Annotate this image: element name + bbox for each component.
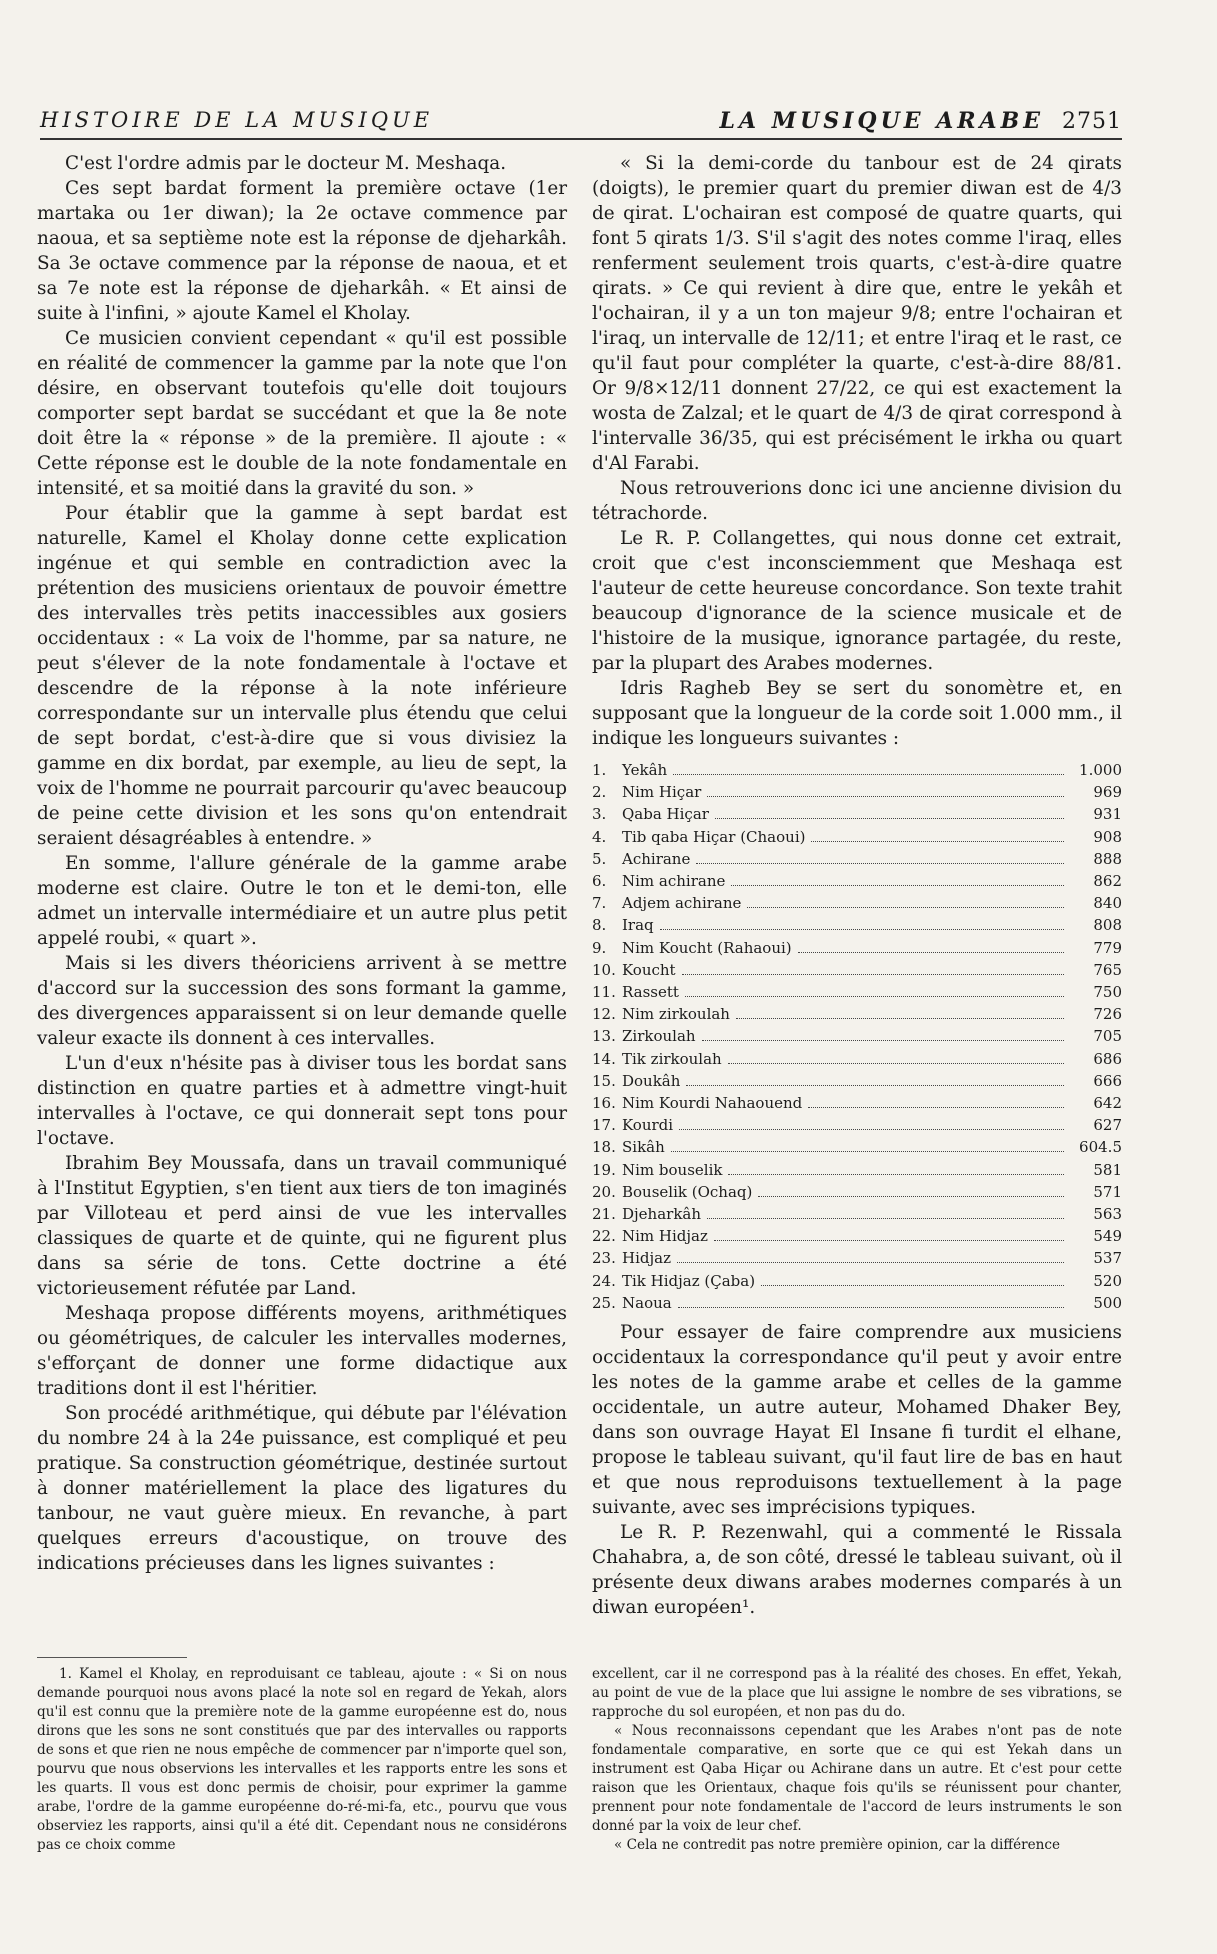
note-name: Nim Kourdi Nahaouend	[622, 1094, 803, 1113]
length-value: 705	[1093, 1027, 1122, 1046]
leader-dots	[660, 929, 1064, 930]
table-row	[592, 848, 1122, 870]
header-book-title: HISTOIRE DE LA MUSIQUE	[40, 108, 434, 132]
paragraph: Le R. P. Rezenwahl, qui a commenté le Rissala Chahabra, a, de son côté, dressé le tableau suivant, où il présente deux diwans arabes modernes comparés à un diwan européen¹.	[592, 1522, 1122, 1619]
note-name: Iraq	[622, 916, 654, 935]
table-row	[592, 1114, 1122, 1136]
paragraph: Meshaqa propose différents moyens, arithmétiques ou géométriques, de calculer les intervalles modernes, s'efforçant de donner une forme didactique aux traditions dont il est l'héritier.	[37, 1303, 567, 1399]
table-row	[592, 759, 1122, 781]
length-value: 888	[1093, 849, 1122, 868]
table-row	[592, 1048, 1122, 1070]
leader-dots	[673, 774, 1064, 775]
note-name: Adjem achirane	[622, 894, 742, 913]
footnote-left	[37, 1665, 567, 1855]
running-header	[40, 108, 1122, 138]
length-value: 642	[1093, 1094, 1122, 1113]
page-number: 2751	[1062, 109, 1122, 134]
footnote-text: 1. Kamel el Kholay, en reproduisant ce tableau, ajoute : « Si on nous demande pourquoi nous avons placé la note sol en regard de Yekah, alors qu'il est connu que la première note de la gamme européenne est do, nous dirons que les sons ne sont constitués que par des intervalles ou rapports de sons et que rien ne nous empêche de commencer par n'importe quel son, pourvu que nous observions les intervalles et les rapports entre les sons et les quarts. Il vous est donc permis de choisir, pour exprimer la gamme arabe, l'ordre de la gamme européenne do-ré-mi-fa, etc., pourvu que vous observiez les rapports, ainsi qu'il a été dit. Cependant nous ne considérons pas ce choix comme	[37, 1666, 567, 1853]
length-value: 969	[1093, 783, 1122, 802]
footnote-rule	[37, 1657, 187, 1658]
leader-dots	[808, 1107, 1064, 1108]
note-name: Rassett	[622, 983, 679, 1002]
row-number: 10.	[592, 960, 616, 979]
paragraph: Ces sept bardat forment la première octave (1er martaka ou 1er diwan); la 2e octave commence par naoua, et sa septième note est la réponse de djeharkâh. Sa 3e octave commence par la réponse de naoua, et et sa 7e note est la réponse de djeharkâh. « Et ainsi de suite à l'infini, » ajoute Kamel el Kholay.	[37, 178, 567, 324]
leader-dots	[696, 863, 1064, 864]
note-name: Nim zirkoulah	[622, 1005, 730, 1024]
leader-dots	[686, 1085, 1064, 1086]
table-row	[592, 1225, 1122, 1247]
table-row	[592, 826, 1122, 848]
length-value: 750	[1093, 983, 1122, 1002]
leader-dots	[702, 1040, 1064, 1041]
note-name: Sikâh	[622, 1138, 665, 1157]
table-row	[592, 1070, 1122, 1092]
leader-dots	[677, 1262, 1064, 1263]
table-row	[592, 1159, 1122, 1181]
length-value: 908	[1093, 827, 1122, 846]
table-row	[592, 959, 1122, 981]
table-row	[592, 1270, 1122, 1292]
note-name: Yekâh	[622, 761, 668, 779]
leader-dots	[707, 796, 1064, 797]
leader-dots	[798, 952, 1064, 953]
note-name: Bouselik (Ochaq)	[622, 1182, 753, 1201]
paragraph: Le R. P. Collangettes, qui nous donne cet extrait, croit que c'est inconsciemment que Meshaqa est l'auteur de cette heureuse concordance. Son texte trahit beaucoup d'ignorance de la science musicale et de l'histoire de la musique, ignorance partagée, du reste, par la plupart des Arabes modernes.	[592, 528, 1122, 674]
note-name: Zirkoulah	[622, 1027, 696, 1046]
paragraph: Pour établir que la gamme à sept bardat est naturelle, Kamel el Kholay donne cette explication ingénue et qui semble en contradiction avec la prétention des musiciens orientaux de pouvoir émettre des intervalles très petits inaccessibles aux gosiers occidentaux : « La voix de l'homme, par sa nature, ne peut s'élever de la note fondamentale à l'octave et descendre de la réponse à la note inférieure correspondante sur un intervalle plus étendu que celui de sept bordat, c'est-à-dire que si vous divisiez la gamme en dix bordat, par exemple, au lieu de sept, la voix de l'homme ne pourrait parcourir qu'avec beaucoup de peine cette division et les sons qu'on entendrait seraient désagréables à entendre. »	[37, 503, 568, 849]
row-number: 6.	[592, 872, 607, 891]
note-name: Nim Hidjaz	[622, 1227, 708, 1246]
length-value: 627	[1093, 1116, 1122, 1135]
header-chapter-label: LA MUSIQUE ARABE	[719, 108, 1044, 134]
row-number: 18.	[592, 1138, 616, 1157]
length-value: 537	[1093, 1249, 1122, 1268]
leader-dots	[728, 1063, 1064, 1064]
leader-dots	[671, 1151, 1064, 1152]
length-value: 808	[1093, 916, 1122, 935]
leader-dots	[678, 1307, 1064, 1308]
row-number: 1.	[592, 761, 607, 779]
paragraph: « Si la demi-corde du tanbour est de 24 qirats (doigts), le premier quart du premier diwan est de 4/3 de qirat. L'ochairan est composé de quatre quarts, qui font 5 qirats 1/3. S'il s'agit des notes comme l'iraq, elles renferment seulement trois quarts, c'est-à-dire quatre qirats. » Ce qui revient à dire que, entre le yekâh et l'ochairan, il y a un ton majeur 9/8; entre l'ochairan et l'iraq, un intervalle de 12/11; et entre l'iraq et le rast, ce qu'il faut pour compléter la quarte, c'est-à-dire 88/81. Or 9/8×12/11 donnent 27/22, ce qui est exactement la wosta de Zalzal; et le quart de 4/3 de qirat correspond à l'intervalle 36/35, qui est précisément le irkha ou quart d'Al Farabi.	[592, 153, 1122, 474]
row-number: 11.	[592, 983, 616, 1002]
footnote-text: « Cela ne contredit pas notre première opinion, car la différence	[614, 1837, 1061, 1853]
note-name: Nim Koucht (Rahaoui)	[622, 938, 792, 957]
length-value: 500	[1093, 1293, 1122, 1312]
note-name: Qaba Hiçar	[622, 805, 709, 824]
length-value: 765	[1093, 960, 1122, 979]
string-length-table	[592, 759, 1122, 1314]
row-number: 9.	[592, 938, 607, 957]
table-row	[592, 1136, 1122, 1158]
length-value: 549	[1093, 1227, 1122, 1246]
leader-dots	[682, 974, 1064, 975]
row-number: 17.	[592, 1116, 616, 1135]
note-name: Hidjaz	[622, 1249, 671, 1268]
note-name: Doukâh	[622, 1071, 681, 1090]
row-number: 14.	[592, 1049, 616, 1068]
row-number: 2.	[592, 783, 607, 802]
table-row	[592, 1247, 1122, 1269]
leader-dots	[747, 907, 1064, 908]
table-row	[592, 937, 1122, 959]
leader-dots	[761, 1285, 1064, 1286]
length-value: 840	[1093, 894, 1122, 913]
footnote-right	[592, 1665, 1122, 1855]
footnote-text: « Nous reconnaissons cependant que les Arabes n'ont pas de note fondamentale comparative, en sorte que ce qui est Yekah dans un instrument est Qaba Hiçar ou Achirane dans un autre. Et c'est pour cette raison que les Orientaux, chaque fois qu'ils se réunissent pour chanter, prennent pour note fondamentale de l'accord de leurs instruments le son donné par la voix de leur chef.	[592, 1723, 1122, 1834]
length-value: 779	[1093, 938, 1122, 957]
note-name: Tik Hidjaz (Çaba)	[622, 1271, 756, 1290]
leader-dots	[811, 841, 1064, 842]
note-name: Naoua	[622, 1293, 672, 1312]
note-name: Nim Hiçar	[622, 783, 702, 802]
row-number: 3.	[592, 805, 607, 824]
row-number: 5.	[592, 849, 607, 868]
length-value: 862	[1093, 872, 1122, 891]
table-row	[592, 981, 1122, 1003]
row-number: 25.	[592, 1293, 616, 1312]
row-number: 8.	[592, 916, 607, 935]
length-value: 581	[1093, 1160, 1122, 1179]
right-column	[592, 151, 1122, 1620]
leader-dots	[714, 1240, 1064, 1241]
paragraph: Ce musicien convient cependant « qu'il est possible en réalité de commencer la gamme par la note que l'on désire, en observant toutefois qu'elle doit toujours comporter sept bardat se succédant et que la 8e note doit être la « réponse » de la première. Il ajoute : « Cette réponse est le double de la note fondamentale en intensité, et sa moitié dans la gravité du son. »	[37, 328, 567, 499]
note-name: Tib qaba Hiçar (Chaoui)	[622, 827, 806, 846]
paragraph: Idris Ragheb Bey se sert du sonomètre et, en supposant que la longueur de la corde soit 1.000 mm., il indique les longueurs suivantes :	[592, 678, 1122, 749]
length-value: 563	[1093, 1205, 1122, 1224]
row-number: 12.	[592, 1005, 616, 1024]
note-name: Achirane	[622, 849, 691, 868]
row-number: 23.	[592, 1249, 616, 1268]
row-number: 7.	[592, 894, 607, 913]
row-number: 13.	[592, 1027, 616, 1046]
left-column	[37, 151, 567, 1576]
table-row	[592, 1003, 1122, 1025]
paragraph: Pour essayer de faire comprendre aux musiciens occidentaux la correspondance qu'il peut y avoir entre les notes de la gamme arabe et celles de la gamme occidentale, un autre auteur, Mohamed Dhaker Bey, dans son ouvrage Hayat El Insane fi turdit el elhane, propose le tableau suivant, qu'il faut lire de bas en haut et que nous reproduisons textuellement à la page suivante, avec ses imprécisions typiques.	[592, 1322, 1122, 1519]
table-row	[592, 1025, 1122, 1047]
row-number: 4.	[592, 827, 607, 846]
row-number: 16.	[592, 1094, 616, 1113]
length-value: 1.000	[1079, 761, 1122, 779]
paragraph: Son procédé arithmétique, qui débute par l'élévation du nombre 24 à la 24e puissance, est compliqué et peu pratique. Sa construction géométrique, destinée surtout à donner matériellement la place des ligatures du tanbour, ne vaut guère mieux. En revanche, à part quelques erreurs d'acoustique, on trouve des indications précieuses dans les lignes suivantes :	[37, 1403, 567, 1574]
row-number: 19.	[592, 1160, 616, 1179]
table-row	[592, 914, 1122, 936]
leader-dots	[685, 996, 1064, 997]
row-number: 20.	[592, 1182, 616, 1201]
table-row	[592, 803, 1122, 825]
footnote-text: excellent, car il ne correspond pas à la réalité des choses. En effet, Yekah, au point de vue de la place que lui assigne le nombre de ses vibrations, se rapproche du sol européen, et non pas du do.	[592, 1666, 1122, 1720]
table-row	[592, 1292, 1122, 1314]
row-number: 24.	[592, 1271, 616, 1290]
note-name: Djeharkâh	[622, 1205, 702, 1224]
paragraph: En somme, l'allure générale de la gamme arabe moderne est claire. Outre le ton et le demi-ton, elle admet un intervalle intermédiaire et un autre plus petit appelé roubi, « quart ».	[37, 853, 567, 949]
length-value: 520	[1093, 1271, 1122, 1290]
row-number: 21.	[592, 1205, 616, 1224]
paragraph: Nous retrouverions donc ici une ancienne division du tétrachorde.	[592, 478, 1122, 524]
row-number: 22.	[592, 1227, 616, 1246]
paragraph: L'un d'eux n'hésite pas à diviser tous les bordat sans distinction en quatre parties et à admettre vingt-huit intervalles à l'octave, ce qui donnerait sept tons pour l'octave.	[37, 1053, 567, 1149]
length-value: 604.5	[1079, 1138, 1122, 1157]
leader-dots	[715, 818, 1064, 819]
table-row	[592, 870, 1122, 892]
note-name: Koucht	[622, 960, 676, 979]
leader-dots	[707, 1218, 1064, 1219]
leader-dots	[679, 1129, 1064, 1130]
table-row	[592, 781, 1122, 803]
length-value: 931	[1093, 805, 1122, 824]
paragraph: C'est l'ordre admis par le docteur M. Meshaqa.	[65, 153, 507, 174]
table-row	[592, 1092, 1122, 1114]
header-chapter-title	[720, 108, 1122, 134]
header-rule	[40, 138, 1122, 140]
leader-dots	[758, 1196, 1064, 1197]
length-value: 666	[1093, 1071, 1122, 1090]
length-value: 571	[1093, 1182, 1122, 1201]
paragraph: Ibrahim Bey Moussafa, dans un travail communiqué à l'Institut Egyptien, s'en tient aux tiers de ton imaginés par Villoteau et perd ainsi de vue les intervalles classiques de quarte et de quinte, qui ne figurent plus dans sa série de tons. Cette doctrine a été victorieusement réfutée par Land.	[37, 1153, 567, 1299]
length-value: 726	[1093, 1005, 1122, 1024]
paragraph: Mais si les divers théoriciens arrivent à se mettre d'accord sur la succession des sons formant la gamme, des divergences apparaissent si on leur demande quelle valeur exacte ils donnent à ces intervalles.	[37, 953, 567, 1049]
leader-dots	[731, 885, 1064, 886]
note-name: Nim bouselik	[622, 1160, 723, 1179]
leader-dots	[728, 1174, 1064, 1175]
note-name: Tik zirkoulah	[622, 1049, 722, 1068]
note-name: Nim achirane	[622, 872, 726, 891]
note-name: Kourdi	[622, 1116, 674, 1135]
leader-dots	[736, 1018, 1064, 1019]
table-row	[592, 892, 1122, 914]
row-number: 15.	[592, 1071, 616, 1090]
length-value: 686	[1093, 1049, 1122, 1068]
table-row	[592, 1203, 1122, 1225]
table-row	[592, 1181, 1122, 1203]
